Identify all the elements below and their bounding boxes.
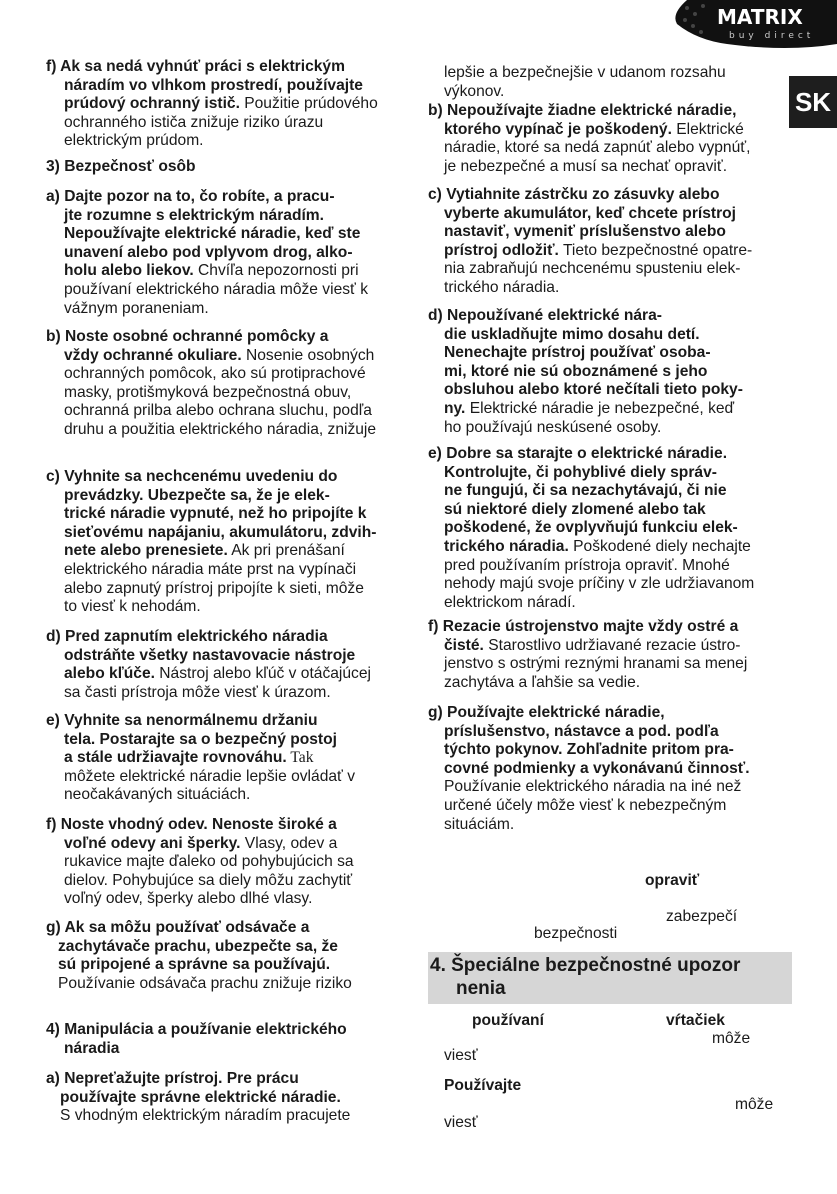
fragment-zabezpeci: zabezpečí	[666, 908, 738, 925]
para-continuation: lepšie a bezpečnejšie v udanom rozsahu výkonov.	[444, 64, 726, 100]
para-c: c) Vyhnite sa nechcenému uvedeniu do prevádzky. Ubezpečte sa, že je elek- trické náradie vypnuté, než ho pripojíte k sieťovému napájaniu, akumulátoru, zdvih- nete alebo prenesiete. Ak pri prenášaní elektrického náradia máte prst na vypínači alebo zapnutý prístroj pripojíte k sieti, môže to viesť k nehodám.	[46, 468, 377, 616]
section-3-title: 3) Bezpečnosť osôb	[46, 158, 196, 175]
fragment-viest-1: viesť	[444, 1047, 478, 1064]
para-b: b) Noste osobné ochranné pomôcky a vždy ochranné okuliare. Nosenie osobných ochranných pomôcok, ako sú protiprachové masky, protišmyková bezpečnostná obuv, ochranná prilba alebo ochrana sluchu, podľa druhu a použitia elektrického náradia, znižuje	[46, 328, 377, 438]
fragment-bezpecnosti: bezpečnosti	[534, 925, 618, 942]
logo-tagline: buy direct	[729, 31, 815, 41]
para-r-c: c) Vytiahnite zástrčku zo zásuvky alebo vyberte akumulátor, keď chcete prístroj nastaviť, vymeniť príslušenstvo alebo prístroj odložiť. Tieto bezpečnostné opatre- nia zabraňujú nechcenému spusteniu elek- trického náradia.	[428, 186, 753, 296]
para-a: a) Dajte pozor na to, čo robíte, a pracu- jte rozumne s elektrickým náradím. Nepoužívajte elektrické náradie, keď ste unavení alebo pod vplyvom drog, alko- holu alebo liekov. Chvíľa nepozornosti pri používaní elektrického náradia môže viesť k vážnym poraneniam.	[46, 188, 369, 317]
para-e: e) Vyhnite sa nenormálnemu držaniu tela. Postarajte sa o bezpečný postoj a stále udržiavajte rovnováhu. Tak môžete elektrické náradie lepšie ovládať v neočakávaných situáciách.	[46, 712, 356, 804]
fragment-viest-2: viesť	[444, 1114, 478, 1131]
matrix-logo	[667, 0, 837, 52]
para-f: f) Noste vhodný odev. Nenoste široké a voľné odevy ani šperky. Vlasy, odev a rukavice majte ďaleko od pohybujúcich sa dielov. Pohybujúce sa diely môžu zachytiť voľný odev, šperky alebo dlhé vlasy.	[46, 816, 354, 908]
para-g: g) Ak sa môžu používať odsávače a zachytávače prachu, ubezpečte sa, že sú pripojené a správne sa používajú. Používanie odsávača prachu znižuje riziko	[46, 919, 352, 992]
fragment-moze-1: môže	[712, 1030, 751, 1047]
para-r-e: e) Dobre sa starajte o elektrické náradie. Kontrolujte, či pohyblivé diely správ- ne fungujú, či sa nezachytávajú, či nie sú niektoré diely zlomené alebo tak poškodené, že ovplyvňujú funkciu elek- trického náradia. Poškodené diely nechajte pred používaním prístroja opraviť. Mnohé nehody majú svoje príčiny v zle udržiavanom elektrickom náradí.	[428, 445, 755, 611]
logo-wordmark: MATRIX	[717, 5, 803, 29]
fragment-pouzivani: používaní	[472, 1012, 544, 1029]
para-r-g: g) Používajte elektrické náradie, príslušenstvo, nástavce a pod. podľa týchto pokynov. Zohľadnite pritom pra- covné podmienky a vykonávanú činnosť. Používanie elektrického náradia na iné než určené účely môže viesť k nebezpečným situáciám.	[428, 704, 750, 833]
para-r-b: b) Nepoužívajte žiadne elektrické náradie, ktorého vypínač je poškodený. Elektrické náradie, ktoré sa nedá zapnúť alebo vypnúť, je nebezpečné a musí sa nechať opraviť.	[428, 102, 751, 175]
para-r-f: f) Rezacie ústrojenstvo majte vždy ostré a čisté. Starostlivo udržiavané rezacie ústro- jenstvo s ostrými reznými hranami sa menej zachytáva a ľahšie sa vedie.	[428, 618, 748, 691]
section-4-title: 4) Manipulácia a používanie elektrického náradia	[46, 1021, 347, 1057]
para-f-wet: f) Ak sa nedá vyhnúť práci s elektrickým náradím vo vlhkom prostredí, používajte prúdový ochranný istič. Použitie prúdového ochranného ističa znižuje riziko úrazu elektrickým prúdom.	[46, 58, 378, 150]
para-d: d) Pred zapnutím elektrického náradia odstráňte všetky nastavovacie nástroje alebo kľúče. Nástroj alebo kľúč v otáčajúcej sa časti prístroja môže viesť k úrazom.	[46, 628, 371, 701]
para-a4: a) Nepreťažujte prístroj. Pre prácu používajte správne elektrické náradie. S vhodným elektrickým náradím pracujete	[46, 1070, 351, 1125]
fragment-vrtaciek: vŕtačiek	[666, 1012, 725, 1029]
section-4-heading: 4. Špeciálne bezpečnostné upozor nenia	[428, 952, 792, 1004]
fragment-opravit: opraviť	[645, 872, 700, 889]
fragment-moze-2: môže	[735, 1096, 774, 1113]
para-r-d: d) Nepoužívané elektrické nára- die uskladňujte mimo dosahu detí. Nenechajte prístroj používať osoba- mi, ktoré nie sú oboznámené s jeho obsluhou alebo ktoré nečítali tieto poky- ny. Elektrické náradie je nebezpečné, keď ho používajú neskúsené osoby.	[428, 307, 743, 436]
fragment-pouzivajte: Používajte	[444, 1077, 522, 1094]
language-tab: SK	[789, 76, 837, 128]
